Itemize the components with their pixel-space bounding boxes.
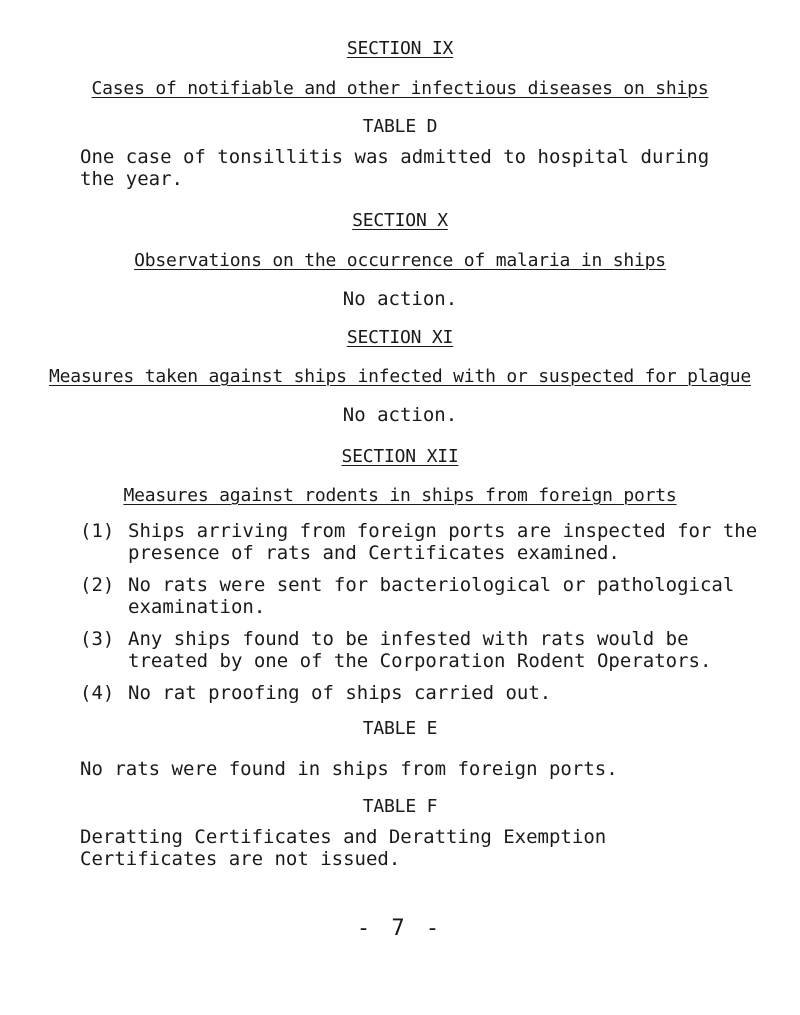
section-x-title: SECTION X: [352, 210, 448, 231]
list-item-number: (1): [80, 520, 115, 542]
table-e-label: TABLE E: [362, 718, 438, 739]
list-item-number: (3): [80, 628, 115, 650]
list-item-number: (2): [80, 574, 115, 596]
section-xi-text: No action.: [342, 404, 458, 426]
section-ix-title: SECTION IX: [346, 38, 454, 59]
table-f-label: TABLE F: [362, 796, 438, 817]
table-e-text: No rats were found in ships from foreign ports.: [80, 758, 618, 780]
list-item-number: (4): [80, 682, 115, 704]
section-x-text: No action.: [342, 288, 458, 310]
list-item-text: No rats were sent for bacteriological or pathological examination.: [128, 574, 735, 618]
section-xii-subtitle: Measures against rodents in ships from foreign ports: [123, 485, 677, 506]
section-ix-text: One case of tonsillitis was admitted to hospital during the year.: [80, 146, 710, 190]
list-item-text: No rat proofing of ships carried out.: [128, 682, 552, 704]
section-x-subtitle: Observations on the occurrence of malaria in ships: [134, 250, 666, 271]
section-xi-title: SECTION XI: [346, 327, 454, 348]
table-f-text: Deratting Certificates and Deratting Exemption Certificates are not issued.: [80, 826, 607, 870]
list-item-text: Ships arriving from foreign ports are inspected for the presence of rats and Certificates examined.: [128, 520, 758, 564]
section-ix-subtitle: Cases of notifiable and other infectious diseases on ships: [91, 78, 709, 99]
page-number: - 7 -: [356, 916, 444, 941]
section-xii-title: SECTION XII: [341, 446, 459, 467]
list-item-text: Any ships found to be infested with rats would be treated by one of the Corporation Rodent Operators.: [128, 628, 712, 672]
table-d-label: TABLE D: [362, 116, 438, 137]
section-xi-subtitle: Measures taken against ships infected with or suspected for plague: [48, 366, 752, 387]
